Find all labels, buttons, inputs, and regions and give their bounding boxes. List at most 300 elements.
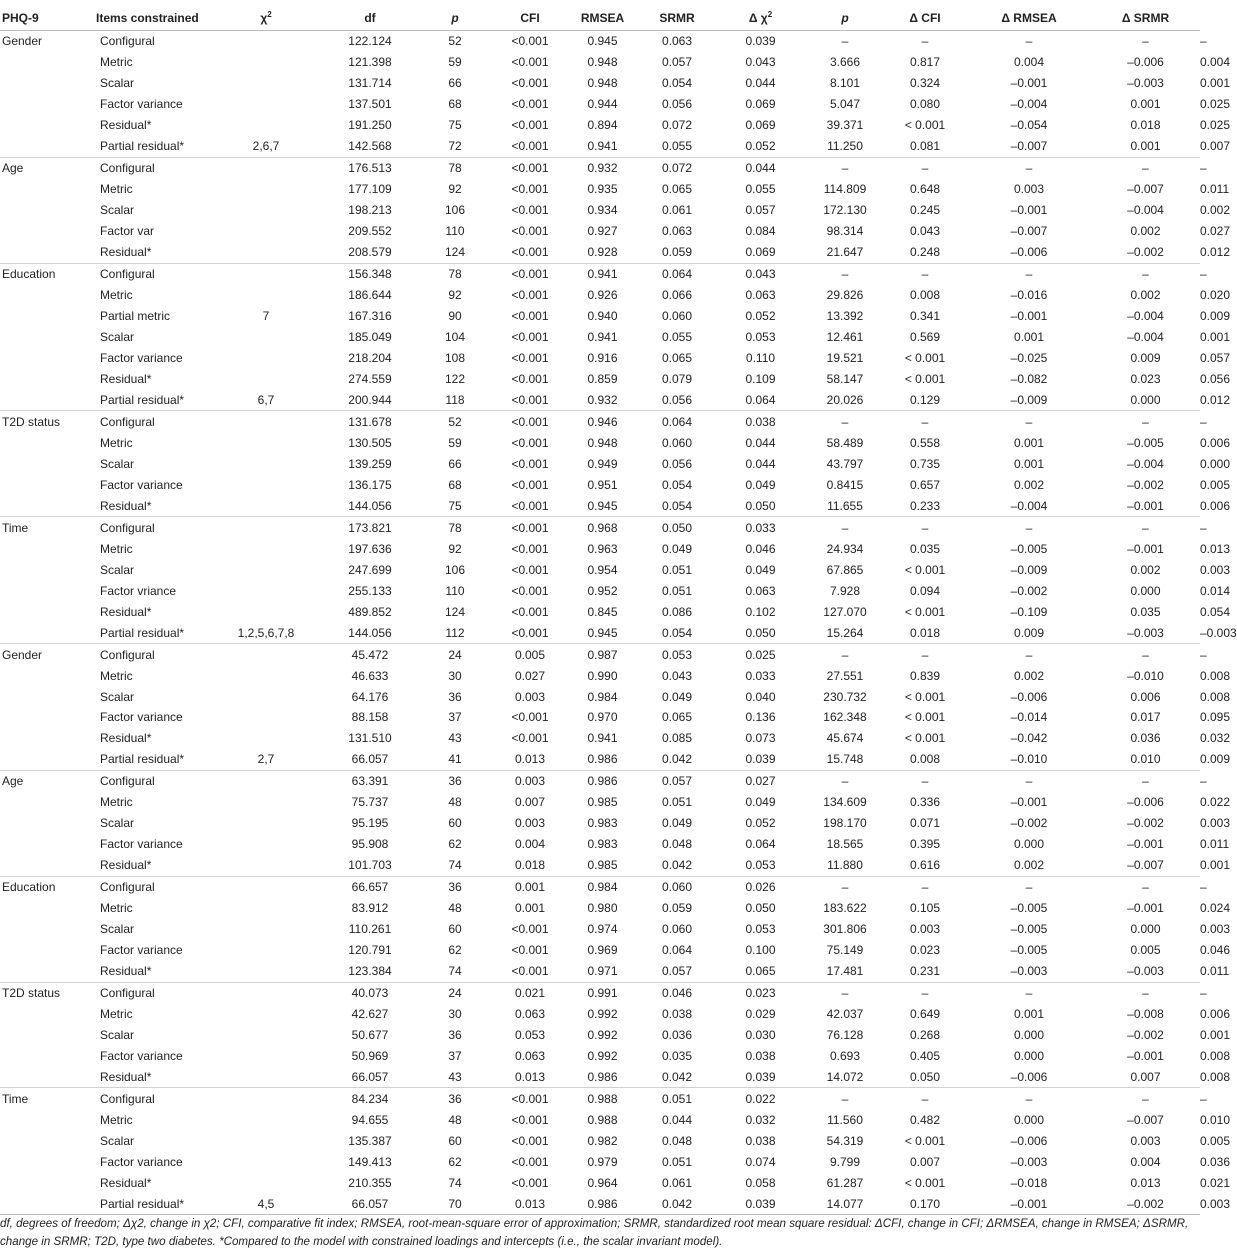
cell-delta-cfi: –0.006 <box>1010 1069 1048 1084</box>
cell-items-constrained <box>207 601 325 622</box>
cell-cfi: 0.934 <box>587 203 618 218</box>
cell-group <box>0 389 96 410</box>
header-delta-rmsea: Δ RMSEA <box>967 6 1091 31</box>
cell-delta-chi-square: 29.826 <box>826 288 864 303</box>
cell-cfi: 0.954 <box>587 562 618 577</box>
cell-df: 108 <box>444 351 466 366</box>
cell-group <box>0 1004 96 1025</box>
cell-srmr: 0.052 <box>745 139 776 154</box>
cell-delta-chi-square: 14.077 <box>807 1193 883 1214</box>
cell-df: 24 <box>415 644 495 665</box>
cell-delta-chi-square: 14.072 <box>826 1069 864 1084</box>
cell-rmsea: 0.061 <box>661 1175 693 1190</box>
cell-chi-square: 186.644 <box>348 288 392 303</box>
cell-delta-p: 0.245 <box>909 203 941 218</box>
cell-chi-square: 40.073 <box>325 982 415 1003</box>
cell-p: <0.001 <box>511 541 549 556</box>
cell-delta-cfi: 0.003 <box>1013 182 1045 197</box>
cell-model: Metric <box>100 795 133 810</box>
cell-rmsea: 0.042 <box>661 858 693 873</box>
cell-srmr: 0.039 <box>745 752 776 767</box>
cell-delta-cfi: –0.109 <box>1010 604 1048 619</box>
cell-df: 75 <box>448 498 462 513</box>
cell-rmsea: 0.048 <box>661 1133 693 1148</box>
cell-group <box>0 707 96 728</box>
cell-delta-chi-square: 5.047 <box>829 97 861 112</box>
cell-p: <0.001 <box>511 245 549 260</box>
cell-delta-chi-square: 19.521 <box>826 351 864 366</box>
cell-p: <0.001 <box>511 625 549 640</box>
cell-rmsea: 0.050 <box>640 517 714 538</box>
cell-delta-cfi: –0.042 <box>1010 731 1048 746</box>
table-row: Scalar 50.677 36 0.053 0.992 0.036 0.030 76.128 0.268 0.000 –0.002 0.001 <box>0 1025 1200 1046</box>
cell-p: 0.018 <box>514 858 546 873</box>
table-row: Age Configural 176.513 78 <0.001 0.932 0.072 0.044 – – – – – <box>0 157 1200 178</box>
cell-p: <0.001 <box>511 562 549 577</box>
table-row: Factor vriance 255.133 110 <0.001 0.952 0.051 0.063 7.928 0.094 –0.002 0.000 0.014 <box>0 580 1200 601</box>
cell-delta-p: – <box>883 982 967 1003</box>
cell-cfi: 0.992 <box>587 1048 618 1063</box>
cell-delta-chi-square: 43.797 <box>826 456 864 471</box>
cell-items-constrained: 1,2,5,6,7,8 <box>237 625 295 640</box>
cell-model: Metric <box>100 435 133 450</box>
cell-p: <0.001 <box>511 330 549 345</box>
cell-cfi: 0.948 <box>587 76 618 91</box>
cell-srmr: 0.030 <box>745 1028 776 1043</box>
cell-cfi: 0.986 <box>565 770 640 791</box>
cell-delta-chi-square: 172.130 <box>823 203 867 218</box>
cell-cfi: 0.964 <box>587 1175 618 1190</box>
cell-chi-square: 66.057 <box>351 1069 389 1084</box>
cell-df: 110 <box>445 224 465 239</box>
cell-p: <0.001 <box>495 1088 565 1109</box>
cell-delta-chi-square: 58.489 <box>826 435 864 450</box>
cell-delta-cfi: –0.005 <box>1010 943 1048 958</box>
cell-delta-rmsea: 0.010 <box>1130 752 1161 767</box>
cell-delta-p: 0.405 <box>909 1048 941 1063</box>
cell-df: 59 <box>448 435 462 450</box>
cell-delta-chi-square: 45.674 <box>826 731 864 746</box>
cell-delta-p: 0.324 <box>909 76 941 91</box>
cell-delta-chi-square: 15.748 <box>826 752 864 767</box>
cell-srmr: 0.044 <box>714 157 807 178</box>
cell-cfi: 0.985 <box>587 858 618 873</box>
cell-rmsea: 0.038 <box>661 1007 693 1022</box>
cell-delta-p: 0.170 <box>883 1193 967 1214</box>
cell-delta-p: < 0.001 <box>904 731 946 746</box>
cell-model: Partial residual* <box>100 139 185 154</box>
cell-delta-cfi: 0.000 <box>1013 1048 1045 1063</box>
cell-delta-cfi: –0.007 <box>1010 224 1048 239</box>
cell-p: 0.005 <box>495 644 565 665</box>
table-row: Factor variance 137.501 68 <0.001 0.944 0.056 0.069 5.047 0.080 –0.004 0.001 0.025 <box>0 94 1200 115</box>
cell-items-constrained <box>207 73 325 94</box>
cell-model: Partial residual* <box>100 392 185 407</box>
cell-delta-rmsea: –0.001 <box>1127 1048 1164 1063</box>
cell-srmr: 0.053 <box>745 858 776 873</box>
header-p: p <box>415 6 495 31</box>
cell-delta-cfi: –0.001 <box>1010 76 1048 91</box>
cell-rmsea: 0.064 <box>640 411 714 432</box>
cell-df: 124 <box>444 604 466 619</box>
cell-delta-cfi: – <box>967 411 1091 432</box>
cell-items-constrained <box>207 200 325 221</box>
cell-delta-p: 0.231 <box>909 964 941 979</box>
cell-model: Residual* <box>100 245 152 260</box>
cell-group <box>0 179 96 200</box>
table-row: Residual* 210.355 74 <0.001 0.964 0.061 0.058 61.287 < 0.001 –0.018 0.013 0.021 <box>0 1172 1200 1193</box>
cell-delta-rmsea: –0.004 <box>1127 309 1164 324</box>
cell-df: 72 <box>448 139 462 154</box>
cell-chi-square: 149.413 <box>348 1154 392 1169</box>
cell-group <box>0 348 96 369</box>
cell-items-constrained <box>207 855 325 876</box>
cell-chi-square: 176.513 <box>325 157 415 178</box>
cell-delta-p: 0.007 <box>909 1154 941 1169</box>
cell-cfi: 0.845 <box>587 604 618 619</box>
cell-df: 24 <box>415 982 495 1003</box>
cell-group <box>0 1025 96 1046</box>
cell-chi-square: 139.259 <box>348 456 392 471</box>
cell-items-constrained: 2,6,7 <box>252 139 280 154</box>
cell-items-constrained <box>207 813 325 834</box>
cell-delta-cfi: 0.002 <box>1013 477 1045 492</box>
cell-rmsea: 0.063 <box>661 224 693 239</box>
cell-model: Metric <box>100 1112 133 1127</box>
cell-delta-p: – <box>883 770 967 791</box>
cell-srmr: 0.110 <box>745 351 776 366</box>
cell-delta-p: 0.616 <box>909 858 941 873</box>
table-row: Scalar 198.213 106 <0.001 0.934 0.061 0.057 172.130 0.245 –0.001 –0.004 0.002 <box>0 200 1200 221</box>
cell-delta-chi-square: – <box>807 770 883 791</box>
cell-delta-p: < 0.001 <box>904 371 946 386</box>
cell-delta-cfi: 0.000 <box>1013 1028 1045 1043</box>
cell-model: Scalar <box>100 816 135 831</box>
cell-df: 37 <box>448 710 462 725</box>
cell-model: Partial metric <box>100 309 171 324</box>
cell-delta-cfi: –0.082 <box>1010 371 1048 386</box>
header-chi-square <box>207 6 325 31</box>
cell-items-constrained <box>207 1066 325 1087</box>
cell-df: 30 <box>448 1007 462 1022</box>
cell-items-constrained <box>207 411 325 432</box>
cell-items-constrained: 2,7 <box>257 752 275 767</box>
cell-df: 118 <box>445 392 465 407</box>
cell-chi-square: 177.109 <box>348 182 392 197</box>
cell-group <box>0 834 96 855</box>
cell-cfi: 0.992 <box>587 1007 618 1022</box>
cell-delta-chi-square: 12.461 <box>826 330 864 345</box>
cell-group: Age <box>0 157 96 178</box>
cell-p: <0.001 <box>511 34 549 49</box>
cell-model: Partial residual* <box>96 1193 207 1214</box>
cell-delta-chi-square: 13.392 <box>826 309 864 324</box>
cell-delta-rmsea: 0.007 <box>1130 1069 1161 1084</box>
cell-group <box>0 813 96 834</box>
cell-items-constrained <box>207 263 325 284</box>
table-row: Residual* 208.579 124 <0.001 0.928 0.059 0.069 21.647 0.248 –0.006 –0.002 0.012 <box>0 242 1200 263</box>
header-delta-p: p <box>807 6 883 31</box>
table-row: Metric 94.655 48 <0.001 0.988 0.044 0.032 11.560 0.482 0.000 –0.007 0.010 <box>0 1109 1200 1130</box>
cell-cfi: 0.940 <box>587 309 618 324</box>
cell-items-constrained <box>207 517 325 538</box>
cell-delta-cfi: –0.002 <box>1010 583 1048 598</box>
cell-df: 106 <box>444 203 466 218</box>
cell-rmsea: 0.056 <box>661 392 693 407</box>
cell-delta-rmsea: –0.004 <box>1127 330 1164 345</box>
cell-delta-chi-square: 3.666 <box>829 55 861 70</box>
cell-model: Factor variance <box>100 943 183 958</box>
cell-delta-chi-square: 21.647 <box>826 245 864 260</box>
cell-group <box>0 1066 96 1087</box>
table-row: Metric 186.644 92 <0.001 0.926 0.066 0.063 29.826 0.008 –0.016 0.002 0.020 <box>0 285 1200 306</box>
cell-group: Age <box>0 770 96 791</box>
table-row: Metric 197.636 92 <0.001 0.963 0.049 0.046 24.934 0.035 –0.005 –0.001 0.013 <box>0 538 1200 559</box>
cell-rmsea: 0.060 <box>661 435 693 450</box>
cell-items-constrained <box>207 982 325 1003</box>
cell-delta-chi-square: 9.799 <box>829 1154 861 1169</box>
cell-chi-square: 210.355 <box>348 1175 392 1190</box>
cell-cfi: 0.945 <box>587 498 618 513</box>
cell-delta-p: 0.649 <box>909 1007 941 1022</box>
cell-group: Time <box>0 1088 96 1109</box>
cell-chi-square: 198.213 <box>348 203 392 218</box>
cell-model: Factor variance <box>100 1048 183 1063</box>
cell-items-constrained <box>207 834 325 855</box>
cell-df: 52 <box>415 411 495 432</box>
cell-group <box>0 432 96 453</box>
cell-rmsea: 0.042 <box>661 1069 693 1084</box>
cell-group <box>0 474 96 495</box>
cell-items-constrained <box>207 728 325 749</box>
cell-group <box>0 306 96 327</box>
cell-delta-cfi: –0.025 <box>1010 351 1048 366</box>
cell-items-constrained: 4,5 <box>207 1193 325 1214</box>
cell-delta-p: 0.043 <box>909 224 941 239</box>
cell-delta-p: 0.395 <box>909 837 941 852</box>
cell-delta-p: – <box>921 34 929 49</box>
cell-p: <0.001 <box>511 203 549 218</box>
cell-items-constrained <box>207 1046 325 1067</box>
cell-rmsea: 0.059 <box>661 245 693 260</box>
cell-p: <0.001 <box>511 118 549 133</box>
cell-delta-rmsea: –0.001 <box>1127 541 1164 556</box>
cell-chi-square: 131.678 <box>325 411 415 432</box>
table-row: Partial residual* 2,6,7 142.568 72 <0.001 0.941 0.055 0.052 11.250 0.081 –0.007 0.001 0.007 <box>0 136 1200 157</box>
cell-srmr: 0.102 <box>745 604 776 619</box>
table-row: Scalar 131.714 66 <0.001 0.948 0.054 0.044 8.101 0.324 –0.001 –0.003 0.001 <box>0 73 1200 94</box>
cell-delta-p: 0.008 <box>909 752 941 767</box>
cell-delta-p: < 0.001 <box>904 562 946 577</box>
cell-model: Configural <box>96 770 207 791</box>
cell-srmr: 0.069 <box>745 245 776 260</box>
cell-delta-rmsea: –0.002 <box>1127 245 1164 260</box>
cell-p: 0.007 <box>514 795 546 810</box>
cell-items-constrained <box>207 474 325 495</box>
cell-rmsea: 0.051 <box>661 1154 693 1169</box>
cell-delta-cfi: –0.010 <box>1010 752 1048 767</box>
cell-delta-cfi: –0.005 <box>1010 922 1048 937</box>
cell-srmr: 0.033 <box>714 517 807 538</box>
cell-delta-rmsea: –0.006 <box>1127 55 1164 70</box>
cell-cfi: 0.983 <box>587 816 618 831</box>
cell-df: 62 <box>448 943 462 958</box>
cell-delta-chi-square: 183.622 <box>823 901 867 916</box>
cell-chi-square: 83.912 <box>351 901 389 916</box>
table-row: Factor variance 120.791 62 <0.001 0.969 0.064 0.100 75.149 0.023 –0.005 0.005 0.046 <box>0 940 1200 961</box>
cell-delta-chi-square: 230.732 <box>823 689 867 704</box>
cell-cfi: 0.927 <box>587 224 618 239</box>
cell-delta-cfi: – <box>967 644 1091 665</box>
cell-delta-cfi: –0.009 <box>1010 562 1048 577</box>
cell-group <box>0 453 96 474</box>
table-row: Residual* 131.510 43 <0.001 0.941 0.085 0.073 45.674 < 0.001 –0.042 0.036 0.032 <box>0 728 1200 749</box>
cell-df: 104 <box>444 330 466 345</box>
header-delta-srmr: Δ SRMR <box>1091 6 1200 31</box>
cell-df: 41 <box>448 752 462 767</box>
cell-group <box>0 94 96 115</box>
cell-items-constrained <box>207 961 325 982</box>
cell-items-constrained: 6,7 <box>257 392 275 407</box>
cell-delta-rmsea: 0.001 <box>1130 139 1161 154</box>
table-row: Age Configural 63.391 36 0.003 0.986 0.057 0.027 – – – – – <box>0 770 1200 791</box>
cell-delta-p: – <box>883 157 967 178</box>
cell-model: Factor variance <box>100 477 183 492</box>
cell-cfi: 0.974 <box>587 922 618 937</box>
cell-df: 70 <box>415 1193 495 1214</box>
cell-group <box>0 749 96 770</box>
cell-cfi: 0.926 <box>587 288 618 303</box>
cell-cfi: 0.946 <box>565 411 640 432</box>
cell-items-constrained <box>207 1088 325 1109</box>
cell-delta-chi-square: – <box>807 411 883 432</box>
header-items-constrained: Items constrained <box>96 6 207 31</box>
table-row: Factor variance 149.413 62 <0.001 0.979 0.051 0.074 9.799 0.007 –0.003 0.004 0.036 <box>0 1151 1200 1172</box>
cell-srmr: 0.055 <box>745 182 776 197</box>
cell-rmsea: 0.042 <box>640 1193 714 1214</box>
cell-p: 0.013 <box>495 1193 565 1214</box>
cell-cfi: 0.941 <box>587 139 618 154</box>
cell-p: <0.001 <box>511 288 549 303</box>
table-row: Residual* 66.057 43 0.013 0.986 0.042 0.039 14.072 0.050 –0.006 0.007 0.008 <box>0 1066 1200 1087</box>
cell-items-constrained <box>207 94 325 115</box>
cell-delta-cfi: –0.002 <box>1010 816 1048 831</box>
cell-df: 68 <box>448 97 462 112</box>
cell-model: Scalar <box>100 922 135 937</box>
cell-delta-p: – <box>883 411 967 432</box>
cell-model: Residual* <box>100 371 152 386</box>
cell-chi-square: 95.195 <box>351 816 389 831</box>
table-row: Residual* 144.056 75 <0.001 0.945 0.054 0.050 11.655 0.233 –0.004 –0.001 0.006 <box>0 495 1200 516</box>
cell-p: 0.053 <box>514 1028 546 1043</box>
cell-model: Partial residual* <box>100 625 185 640</box>
cell-p: <0.001 <box>511 456 549 471</box>
cell-df: 78 <box>415 157 495 178</box>
table-row: Scalar 135.387 60 <0.001 0.982 0.048 0.038 54.319 < 0.001 –0.006 0.003 0.005 <box>0 1130 1200 1151</box>
cell-delta-p: < 0.001 <box>904 351 946 366</box>
cell-df: 110 <box>445 583 465 598</box>
cell-group <box>0 792 96 813</box>
cell-delta-rmsea: – <box>1091 876 1200 897</box>
cell-delta-p: – <box>883 517 967 538</box>
cell-model: Scalar <box>100 1133 135 1148</box>
cell-delta-rmsea: – <box>1142 34 1149 49</box>
cell-delta-chi-square: 58.147 <box>826 371 864 386</box>
cell-items-constrained: 7 <box>262 309 270 324</box>
cell-p: <0.001 <box>511 922 549 937</box>
table-row: Metric 83.912 48 0.001 0.980 0.059 0.050 183.622 0.105 –0.005 –0.001 0.024 <box>0 898 1200 919</box>
cell-p: <0.001 <box>495 263 565 284</box>
cell-chi-square: 120.791 <box>348 943 392 958</box>
cell-cfi: 0.985 <box>587 795 618 810</box>
cell-chi-square: 95.908 <box>351 837 389 852</box>
cell-delta-chi-square: 54.319 <box>826 1133 864 1148</box>
cell-delta-chi-square: 17.481 <box>826 964 864 979</box>
cell-delta-chi-square: 39.371 <box>826 118 864 133</box>
cell-delta-cfi: 0.002 <box>1013 668 1045 683</box>
cell-cfi: 0.991 <box>565 982 640 1003</box>
cell-srmr: 0.039 <box>745 1069 776 1084</box>
cell-p: 0.063 <box>514 1048 546 1063</box>
cell-cfi: 0.990 <box>587 668 618 683</box>
cell-df: 90 <box>448 309 462 324</box>
cell-items-constrained <box>207 1025 325 1046</box>
cell-model: Metric <box>100 55 133 70</box>
cell-items-constrained <box>207 686 325 707</box>
cell-p: 0.013 <box>514 1069 546 1084</box>
table-row: Partial residual* 4,5 66.057 70 0.013 0.986 0.042 0.039 14.077 0.170 –0.001 –0.002 0.003 <box>0 1193 1200 1214</box>
cell-delta-p: 0.648 <box>909 182 941 197</box>
table-row: Factor variance 50.969 37 0.063 0.992 0.035 0.038 0.693 0.405 0.000 –0.001 0.008 <box>0 1046 1200 1067</box>
cell-delta-p: 0.248 <box>909 245 941 260</box>
cell-delta-chi-square: – <box>841 34 849 49</box>
cell-delta-p: < 0.001 <box>904 1133 946 1148</box>
cell-items-constrained <box>207 1151 325 1172</box>
cell-chi-square: 123.384 <box>348 964 392 979</box>
cell-p: 0.004 <box>514 837 546 852</box>
cell-srmr: 0.057 <box>745 203 776 218</box>
cell-df: 60 <box>448 816 462 831</box>
table-footnote: df, degrees of freedom; Δχ2, change in χ2; CFI, comparative fit index; RMSEA, root-mean-square error of approximation; SRMR, standardized root mean square residual: ΔCFI, change in CFI; ΔRMSEA, change in RMSEA; ΔSRMR, change in SRMR; T2D, type two diabetes. *Compared to the model with constrained loadings and intercepts (i.e., the scalar invariant model). <box>0 1217 1189 1248</box>
cell-p: <0.001 <box>495 157 565 178</box>
cell-model: Factor vriance <box>100 583 177 598</box>
cell-rmsea: 0.044 <box>661 1112 693 1127</box>
cell-delta-chi-square: 76.128 <box>826 1028 864 1043</box>
cell-chi-square: 122.124 <box>348 34 392 49</box>
cell-group <box>0 1193 96 1214</box>
cell-rmsea: 0.063 <box>661 34 693 49</box>
table-row: Scalar 95.195 60 0.003 0.983 0.049 0.052 198.170 0.071 –0.002 –0.002 0.003 <box>0 813 1200 834</box>
cell-model: Factor variance <box>100 1154 183 1169</box>
cell-delta-cfi: 0.001 <box>1013 1007 1045 1022</box>
cell-chi-square: 274.559 <box>348 371 392 386</box>
cell-cfi: 0.984 <box>565 876 640 897</box>
cell-srmr: 0.043 <box>714 263 807 284</box>
cell-df: 74 <box>448 858 462 873</box>
cell-p: <0.001 <box>511 583 549 598</box>
cell-rmsea: 0.042 <box>661 752 693 767</box>
cell-srmr: 0.023 <box>714 982 807 1003</box>
cell-chi-square: 136.175 <box>348 477 392 492</box>
cell-delta-rmsea: – <box>1091 157 1200 178</box>
cell-p: <0.001 <box>511 943 549 958</box>
cell-delta-rmsea: –0.001 <box>1127 901 1164 916</box>
cell-group <box>0 200 96 221</box>
cell-df: 66 <box>448 76 462 91</box>
cell-srmr: 0.050 <box>745 625 776 640</box>
cell-group: T2D status <box>0 411 96 432</box>
cell-rmsea: 0.061 <box>661 203 693 218</box>
